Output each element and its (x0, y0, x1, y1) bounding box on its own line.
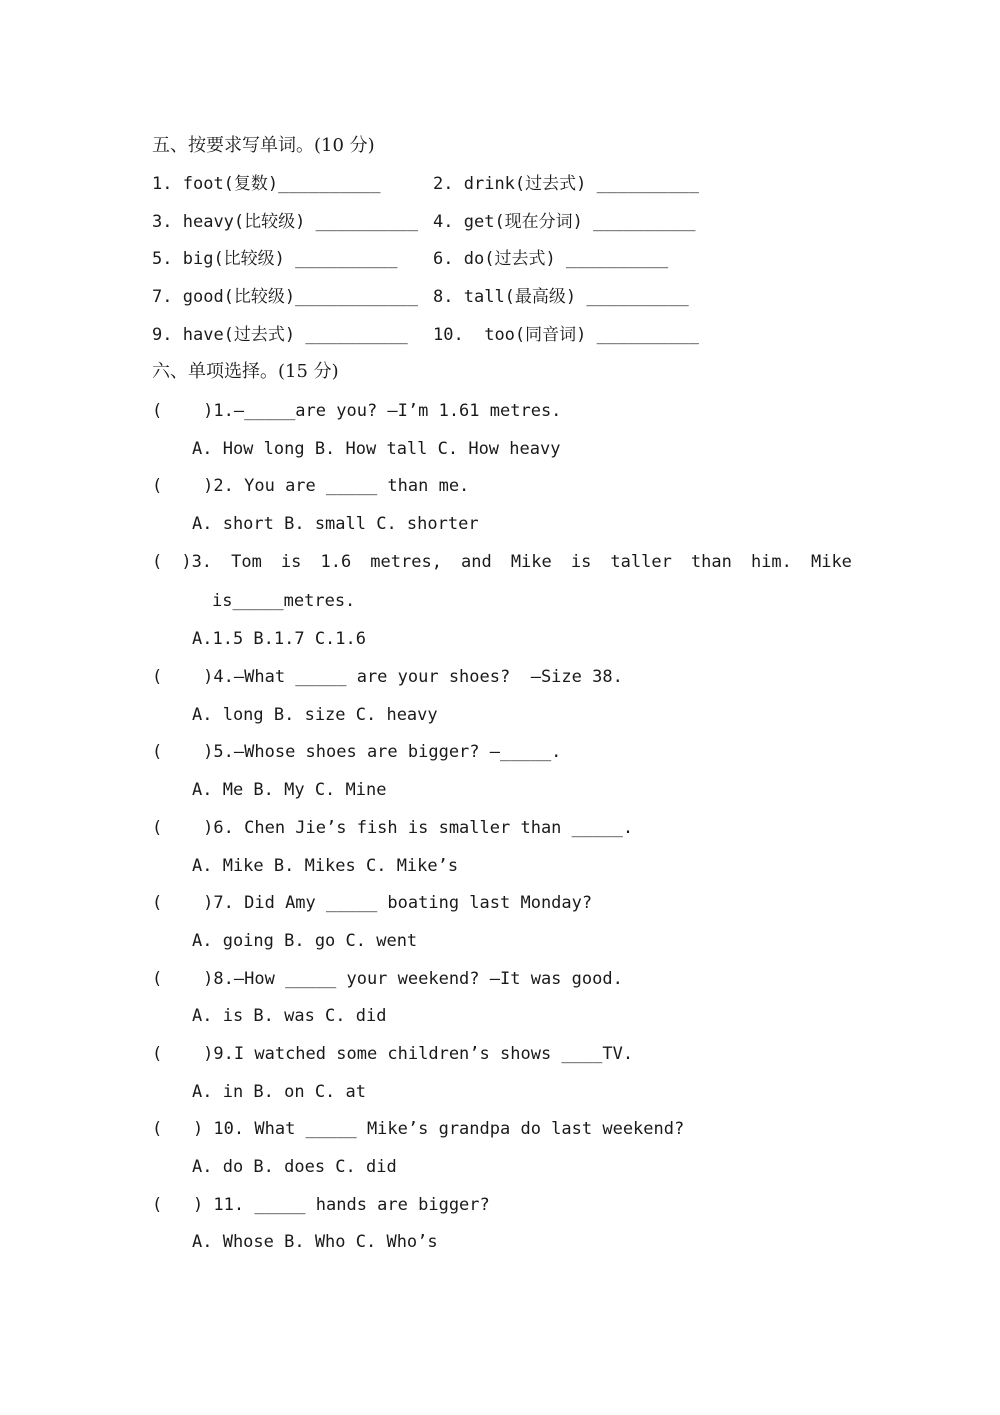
question-8-options: A. is B. was C. did (192, 1006, 387, 1026)
word-item-2 (433, 172, 699, 196)
answer-paren[interactable]: ( ) (152, 1195, 204, 1215)
item-number: 10. (433, 325, 464, 345)
word-item-10 (433, 323, 699, 347)
answer-paren[interactable]: ( ) (152, 1119, 204, 1139)
item-number: 5. (152, 249, 173, 269)
answer-blank[interactable]: __________ (596, 174, 699, 194)
item-word: tall(最高级) (463, 287, 587, 307)
question-4-options: A. long B. size C. heavy (192, 705, 438, 725)
question-4 (152, 665, 623, 689)
question-stem: 9.I watched some children’s shows ____TV. (213, 1044, 634, 1064)
item-word: too(同音词) (473, 325, 597, 345)
stem-word: taller (610, 552, 672, 572)
question-9 (152, 1042, 633, 1066)
item-word: drink(过去式) (463, 174, 597, 194)
item-number: 6. (433, 249, 454, 269)
item-word: good(比较级) (182, 287, 296, 307)
question-stem: 7. Did Amy _____ boating last Monday? (213, 893, 593, 913)
question-8 (152, 967, 623, 991)
item-word: heavy(比较级) (182, 212, 316, 232)
question-3-continuation: is_____metres. (212, 591, 356, 611)
question-2-options: A. short B. small C. shorter (192, 514, 479, 534)
answer-blank[interactable]: __________ (295, 249, 398, 269)
item-word: get(现在分词) (463, 212, 594, 232)
answer-paren[interactable]: ( ) (152, 476, 214, 496)
question-2 (152, 474, 469, 498)
question-5-options: A. Me B. My C. Mine (192, 780, 387, 800)
question-11-options: A. Whose B. Who C. Who’s (192, 1232, 438, 1252)
answer-paren[interactable]: ( ) (152, 893, 214, 913)
question-stem: 6. Chen Jie’s fish is smaller than _____. (213, 818, 634, 838)
stem-word: is (280, 552, 302, 572)
stem-word: metres, (370, 552, 442, 572)
question-stem: 5.—Whose shoes are bigger? —_____. (213, 742, 562, 762)
question-10-options: A. do B. does C. did (192, 1157, 397, 1177)
item-word: have(过去式) (182, 325, 306, 345)
word-item-6 (433, 247, 668, 271)
item-number: 1. (152, 174, 173, 194)
section6-title: 六、单项选择。(15 分) (152, 361, 339, 382)
stem-word: 1.6 (320, 552, 352, 572)
stem-word: Mike (810, 552, 852, 572)
question-9-options: A. in B. on C. at (192, 1082, 366, 1102)
stem-word: than (690, 552, 732, 572)
item-word: do(过去式) (463, 249, 566, 269)
stem-word: Tom (231, 552, 262, 572)
answer-paren[interactable]: ( ) (152, 667, 214, 687)
answer-blank[interactable]: ____________ (295, 287, 418, 307)
answer-blank[interactable]: __________ (586, 287, 689, 307)
item-word: foot(复数) (182, 174, 279, 194)
answer-blank[interactable]: __________ (305, 325, 408, 345)
item-word: big(比较级) (182, 249, 296, 269)
word-item-9 (152, 323, 408, 347)
word-item-8 (433, 285, 689, 309)
question-7-options: A. going B. go C. went (192, 931, 418, 951)
item-number: 3. (152, 212, 173, 232)
word-item-1 (152, 172, 381, 196)
question-3-options: A.1.5 B.1.7 C.1.6 (192, 629, 366, 649)
question-1 (152, 399, 561, 423)
item-number: 2. (433, 174, 454, 194)
answer-paren[interactable]: ( ) (152, 1044, 214, 1064)
answer-blank[interactable]: __________ (596, 325, 699, 345)
question-stem: 11. _____ hands are bigger? (203, 1195, 490, 1215)
item-number: 9. (152, 325, 173, 345)
question-stem: 2. You are _____ than me. (213, 476, 470, 496)
question-11 (152, 1193, 490, 1217)
question-7 (152, 891, 592, 915)
question-stem: 8.—How _____ your weekend? —It was good. (213, 969, 623, 989)
question-1-options: A. How long B. How tall C. How heavy (192, 439, 561, 459)
item-number: 7. (152, 287, 173, 307)
answer-paren-open[interactable]: ( (152, 552, 163, 572)
question-stem: 1.—_____are you? —I’m 1.61 metres. (213, 401, 562, 421)
question-6 (152, 816, 633, 840)
item-number: 4. (433, 212, 454, 232)
word-item-7 (152, 285, 418, 309)
answer-blank[interactable]: __________ (565, 249, 669, 269)
stem-word: is (570, 552, 592, 572)
item-number: 8. (433, 287, 454, 307)
question-6-options: A. Mike B. Mikes C. Mike’s (192, 856, 459, 876)
answer-paren[interactable]: ( ) (152, 969, 214, 989)
question-stem: 10. What _____ Mike’s grandpa do last weekend? (203, 1119, 685, 1139)
question-10 (152, 1117, 684, 1141)
section5-title: 五、按要求写单词。(10 分) (152, 135, 375, 156)
stem-word: him. (750, 552, 792, 572)
word-item-4 (433, 210, 696, 234)
stem-word: and (461, 552, 492, 572)
question-3 (152, 550, 852, 574)
stem-word: Mike (510, 552, 552, 572)
word-item-5 (152, 247, 398, 271)
answer-paren[interactable]: ( ) (152, 742, 214, 762)
answer-paren[interactable]: ( ) (152, 401, 214, 421)
question-5 (152, 740, 561, 764)
word-item-3 (152, 210, 418, 234)
question-number: )3. (181, 552, 213, 572)
answer-blank[interactable]: __________ (315, 212, 418, 232)
answer-paren[interactable]: ( ) (152, 818, 214, 838)
answer-blank[interactable]: __________ (593, 212, 696, 232)
answer-blank[interactable]: __________ (278, 174, 381, 194)
question-stem: 4.—What _____ are your shoes? —Size 38. (213, 667, 623, 687)
